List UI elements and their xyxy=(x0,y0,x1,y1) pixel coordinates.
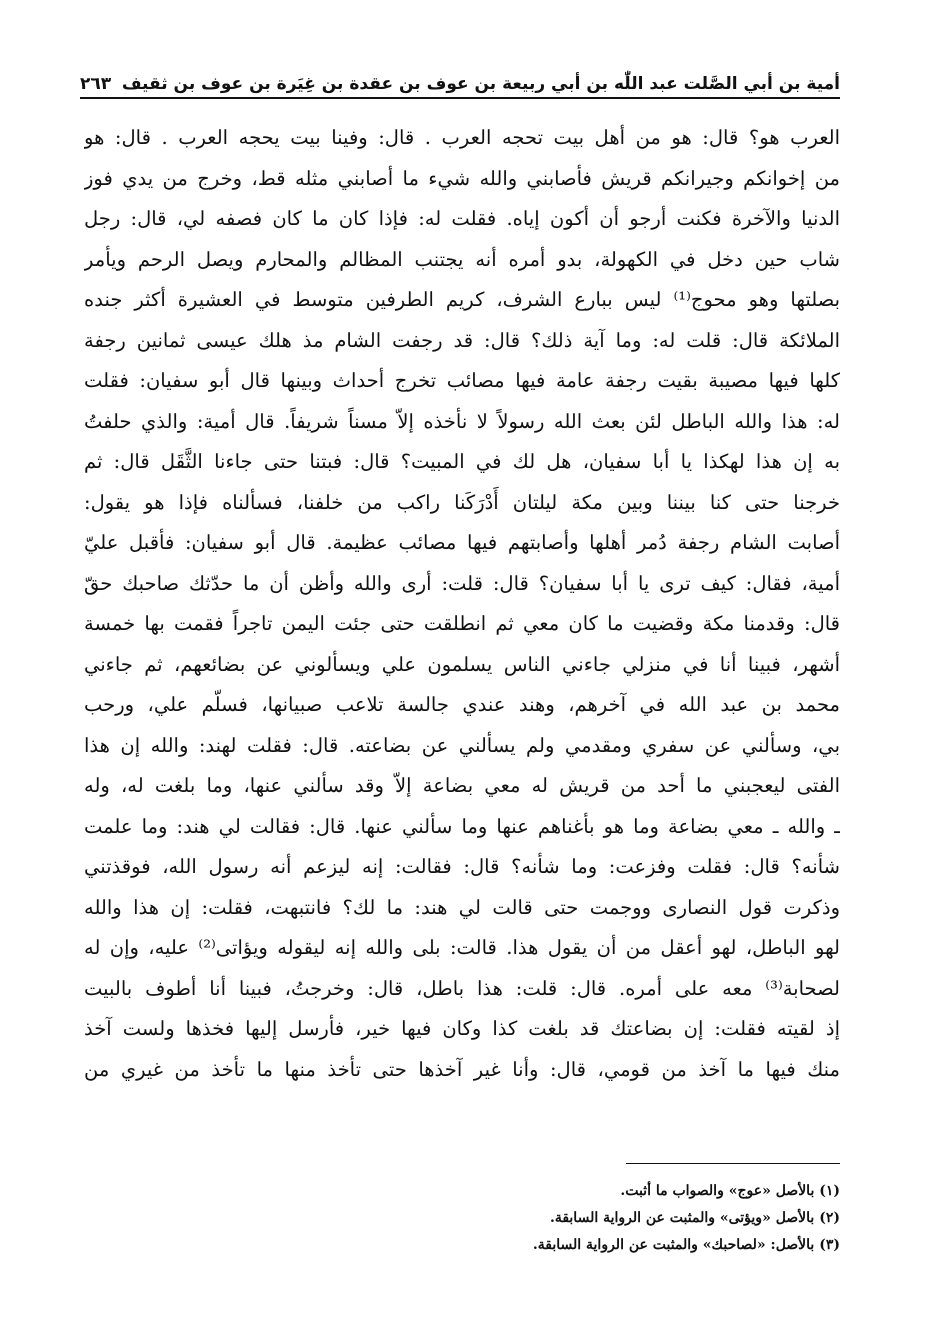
text-line: خرجنا حتى كنا بيننا وبين مكة ليلتان أَدْرَكَنا راكب من خلفنا، فسألناه فإذا هو يقول: xyxy=(84,490,840,514)
text-line: بي، وسألني عن سفري ومقدمي ولم يسألني عن بضاعته. قال: فقلت لهند: والله إن هذا xyxy=(84,733,840,757)
footnotes xyxy=(300,1178,840,1259)
text-line: أمية، فقال: كيف ترى يا أبا سفيان؟ قال: قلت: أرى والله وأظن أن ما حدّثك صاحبك حقّ xyxy=(84,571,840,595)
text-line: كلها فيها مصيبة بقيت رجفة عامة فيها مصائب تخرج أحداث وبينها قال أبو سفيان: فقلت xyxy=(84,369,840,392)
text-line: أشهر، فبينا أنا في منزلي جاءني الناس يسلمون علي ويسألوني عن بضائعهم، ثم جاءني xyxy=(84,652,840,676)
footnote-3: (٣) بالأصل: «لصاحبك» والمثبت عن الرواية السابقة. xyxy=(532,1237,840,1253)
header-divider xyxy=(80,97,840,99)
running-title: أمية بن أبي الصَّلت عبد اللّٰه بن أبي ربيعة بن عوف بن عقدة بن غِيَرة بن عوف بن ثقيف xyxy=(121,74,840,94)
text-line: وذكرت قول النصارى ووجمت حتى قالت لي هند: ما لك؟ فانتبهت، فقلت: إن هذا والله xyxy=(84,895,840,919)
text-line: إذ لقيته فقلت: إن بضاعتك قد بلغت كذا وكان فيها خير، فأرسل إليها فخذها ولست آخذ xyxy=(84,1017,840,1040)
footnote-1: (١) بالأصل «عوج» والصواب ما أثبت. xyxy=(620,1183,840,1199)
text-line: منك فيها ما آخذ من قومي، قال: وأنا غير آخذها حتى تأخذ منها ما تأخذ من غيري من xyxy=(84,1057,840,1081)
text-line: بصلتها وهو محوج⁽¹⁾ ليس ببارع الشرف، كريم الطرفين متوسط في العشيرة أكثر جنده xyxy=(84,288,840,311)
text-line: لهو الباطل، لهو أعقل من أن يقول هذا. قالت: بلى والله إنه ليقوله ويؤاتى⁽²⁾ عليه، وإن له xyxy=(84,936,840,959)
text-line: العرب هو؟ قال: هو من أهل بيت تحجه العرب . قال: وفينا بيت يحجه العرب . قال: هو xyxy=(84,126,840,149)
text-line: لصحابة⁽³⁾ معه على أمره. قال: قلت: هذا باطل، قال: وخرجتُ، فبينا أنا أطوف بالبيت xyxy=(84,976,840,1000)
text-line: له: هذا والله الباطل لئن بعث الله رسولاً لا نأخذه إلاّ مسناً شريفاً. قال أمية: والذي حلفتُ xyxy=(84,409,840,433)
text-line: به إن هذا لهكذا يا أبا سفيان، هل لك في المبيت؟ قال: فبتنا حتى جاءنا الثَّقَل قال: ثم xyxy=(84,450,840,473)
text-line: من إخوانكم وجيرانكم قريش فأصابني والله شيء ما أصابني مثله قط، وخرج من يدي فوز xyxy=(84,166,840,190)
footnote-2: (٢) بالأصل «ويؤتى» والمثبت عن الرواية السابقة. xyxy=(549,1210,840,1226)
footnote-divider xyxy=(626,1163,840,1164)
text-line: الفتى ليعجبني ما أحد من قريش له معي بضاعة إلاّ وقد سألني عنها، وما بلغت له، وله xyxy=(84,774,840,797)
text-line: ـ والله ـ معي بضاعة وما هو بأغناهم عنها وما سألني عنها. قال: فقالت لي هند: وما علمت xyxy=(84,814,840,838)
text-line: الملائكة قال: قلت له: وما آية ذلك؟ قال: قد رجفت الشام مذ هلك عيسى ثمانين رجفة xyxy=(84,328,840,352)
main-text xyxy=(84,118,840,1090)
page-number: ٢٦٣ xyxy=(80,74,112,94)
text-line: محمد بن عبد الله في آخرهم، وهند عندي جالسة تلاعب صبيانها، فسلّم علي، ورحب xyxy=(84,693,840,716)
text-line: الدنيا والآخرة فكنت أرجو أن أكون إياه. فقلت له: فإذا كان ما كان فصفه لي، قال: رجل xyxy=(84,207,840,230)
text-line: شاب حين دخل في الكهولة، بدو أمره أنه يجتنب المظالم والمحارم ويصل الرحم ويأمر xyxy=(84,247,840,271)
page-header xyxy=(80,60,840,94)
text-line: قال: وقدمنا مكة وقضيت ما كان معي ثم انطلقت حتى جئت اليمن تاجراً فقمت بها خمسة xyxy=(84,612,840,635)
text-line: أصابت الشام رجفة دُمر أهلها وأصابتهم فيها مصائب عظيمة. قال أبو سفيان: فأقبل عليّ xyxy=(84,531,840,554)
text-line: شأنه؟ قال: فقلت وفزعت: وما شأنه؟ قال: فقالت: إنه ليزعم أنه رسول الله، فوقذتني xyxy=(84,855,840,878)
